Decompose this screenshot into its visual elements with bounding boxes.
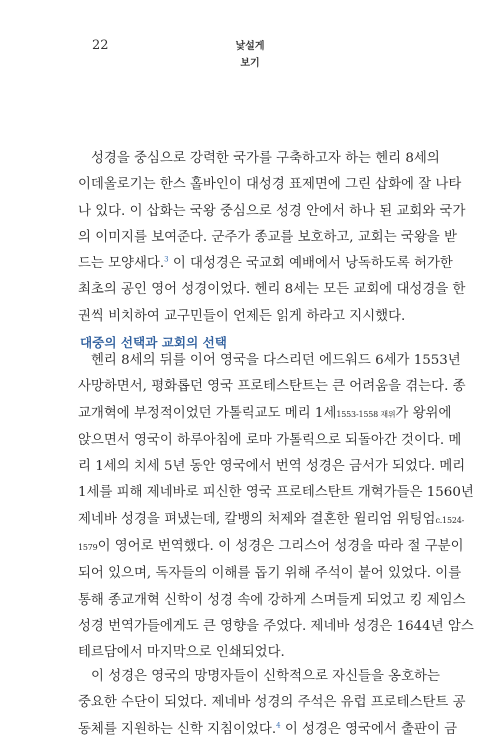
text-line xyxy=(78,507,465,534)
text-line: 중요한 수단이 되었다. 제네바 성경의 주석은 유럽 프로테스탄트 공 xyxy=(78,695,466,711)
text-line: 테르담에서 마지막으로 인쇄되었다. xyxy=(78,645,285,661)
text-line: 나 있다. 이 삽화는 국왕 중심으로 성경 안에서 하나 된 교회와 국가 xyxy=(78,203,466,219)
footnote-marker-3[interactable]: 3 xyxy=(164,255,169,264)
section-heading: 대중의 선택과 교회의 선택 xyxy=(80,335,227,350)
text-line: 리 1세의 치세 5년 동안 영국에서 번역 성경은 금서가 되었다. 메리 xyxy=(78,459,466,475)
text-line: 1세를 피해 제네바로 피신한 영국 프로테스탄트 개혁가들은 1560년 xyxy=(78,485,474,501)
text-line: 헨리 8세의 뒤를 이어 영국을 다스리던 에드워드 6세가 1553년 xyxy=(91,353,461,368)
text-segment: 드는 모양새다. xyxy=(78,256,165,272)
running-head xyxy=(0,38,500,72)
text-line: 최초의 공인 영어 성경이었다. 헨리 8세는 모든 교회에 대성경을 한 xyxy=(78,282,466,298)
page-number: 22 xyxy=(92,38,109,53)
footnote-marker-4[interactable]: 4 xyxy=(276,721,281,730)
text-segment: 이 대성경은 국교회 예배에서 낭독하도록 허가한 xyxy=(168,256,453,272)
text-segment: 가 왕위에 xyxy=(395,405,452,421)
text-line xyxy=(78,251,453,277)
text-segment: 교개혁에 부정적이었던 가톨릭교도 메리 1세 xyxy=(78,405,337,421)
life-dates: 1579 xyxy=(78,543,98,553)
text-segment: 이 영어로 번역했다. 이 성경은 그리스어 성경을 따라 절 구분이 xyxy=(97,539,464,555)
text-segment: 동체를 지원하는 신학 지침이었다. xyxy=(78,721,277,737)
text-line xyxy=(78,717,458,743)
running-title-line-2: 보기 xyxy=(240,58,260,69)
paragraph-3 xyxy=(78,664,466,743)
text-line: 성경 번역가들에게도 큰 영향을 주었다. 제네바 성경은 1644년 암스 xyxy=(78,618,474,634)
text-line xyxy=(78,401,452,428)
text-segment: 제네바 성경을 펴냈는데, 칼뱅의 처제와 결혼한 윌리엄 위팅엄 xyxy=(78,511,436,527)
text-line: 통해 종교개혁 신학이 성경 속에 강하게 스며들게 되었고 킹 제임스 xyxy=(78,592,466,608)
text-line: 앉으면서 영국이 하루아침에 로마 가톨릭으로 되돌아간 것이다. 메 xyxy=(78,432,462,448)
text-line: 이 성경은 영국의 망명자들이 신학적으로 자신들을 옹호하는 xyxy=(91,669,440,684)
text-line: 의 이미지를 보여준다. 군주가 종교를 보호하고, 교회는 국왕을 받 xyxy=(78,229,457,245)
text-line: 권씩 비치하여 교구민들이 언제든 읽게 하라고 지시했다. xyxy=(78,308,406,324)
text-line xyxy=(78,534,464,561)
paragraph-2 xyxy=(78,348,474,667)
text-line: 이데올로기는 한스 홀바인이 대성경 표제면에 그린 삽화에 잘 나타 xyxy=(78,177,462,193)
text-line: 되어 있으며, 독자들의 이해를 돕기 위해 주석이 붙어 있었다. 이를 xyxy=(78,566,462,582)
paragraph-1 xyxy=(78,146,466,330)
running-title-line-1: 낯설게 xyxy=(235,41,265,52)
text-segment: 이 성경은 영국에서 출판이 금 xyxy=(280,721,458,737)
reign-dates: 1553-1558 재위 xyxy=(336,409,396,419)
text-line: 성경을 중심으로 강력한 국가를 구축하고자 하는 헨리 8세의 xyxy=(91,151,440,166)
life-dates: c.1524- xyxy=(435,515,465,525)
text-line: 사망하면서, 평화롭던 영국 프로테스탄트는 큰 어려움을 겪는다. 종 xyxy=(78,379,466,395)
